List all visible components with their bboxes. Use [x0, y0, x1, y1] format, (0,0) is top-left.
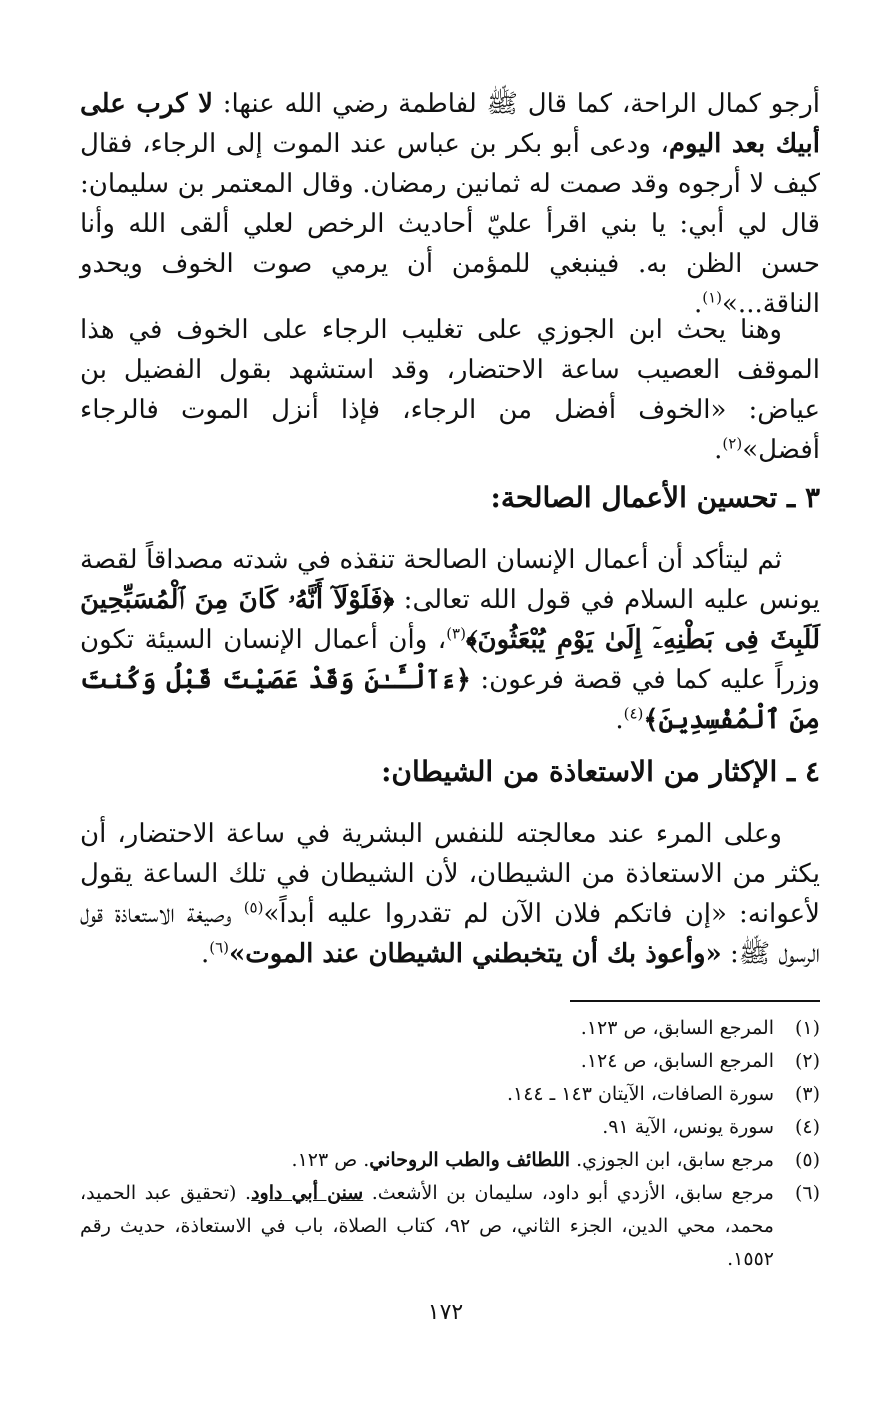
footnote-text: المرجع السابق، ص ١٢٤.: [580, 1050, 774, 1072]
quran-verse-1: ﴿فَلَوْلَآ أَنَّهُۥ كَانَ مِنَ ٱلْمُسَبِّحِينَ لَلَبِثَ فِى بَطْنِهِۦٓ إِلَىٰ يَوْمِ يُبْعَثُونَ﴾: [80, 585, 820, 655]
footnote-text: مرجع سابق، الأزدي أبو داود، سليمان بن الأشعث.: [363, 1182, 774, 1204]
footnote-4: [80, 1111, 820, 1144]
footnote-text: . (تحقيق عبد الحميد، محمد، محي الدين، الجزء الثاني، ص ٩٢، كتاب الصلاة، باب في الاستعاذة، حديث رقم ١٥٥٢.: [80, 1182, 774, 1270]
footnote-text: سورة يونس، الآية ٩١.: [602, 1116, 774, 1138]
quran-verse-2: ﴿ءَآلْـَٔـٰنَ وَقَدْ عَصَيْتَ قَبْلُ وَكُنتَ مِنَ ٱلْمُفْسِدِينَ﴾: [80, 665, 820, 735]
paragraph-1-text: أرجو كمال الراحة، كما قال ﷺ لفاطمة رضي الله عنها: لا كرب على أبيك بعد اليوم، ودعى أبو بكر بن عباس عند الموت إلى الرجاء، فقال كيف لا أرجوه وقد صمت له ثمانين رمضان. وقال المعتمر بن سليمان: قال لي أبي: يا بني اقرأ عليّ أحاديث الرخص لعلي ألقى الله وأنا حسن الظن به. فينبغي للمؤمن أن يرمي صوت الخوف ويحدو الناقة...»$^{(١)}$.: [80, 89, 820, 319]
footnote-text: مرجع سابق، ابن الجوزي.: [570, 1149, 774, 1171]
footnote-text: . ص ١٢٣.: [291, 1149, 370, 1171]
footnote-text: المرجع السابق، ص ١٢٣.: [580, 1017, 774, 1039]
footnote-number: (٣): [794, 1083, 820, 1105]
paragraph-1: [80, 84, 820, 324]
paragraph-2-text: وهنا يحث ابن الجوزي على تغليب الرجاء على الخوف في هذا الموقف العصيب ساعة الاحتضار، وقد استشهد بقول الفضيل بن عياض: «الخوف أفضل من الرجاء، فإذا أنزل الموت فالرجاء أفضل»$^{(٢)}$.: [80, 315, 820, 465]
section-4: [80, 752, 820, 792]
section-3: [80, 478, 820, 518]
footnote-book-title: اللطائف والطب الروحاني: [369, 1149, 571, 1171]
paragraph-3-text: ثم ليتأكد أن أعمال الإنسان الصالحة تنقذه في شدته مصداقاً لقصة يونس عليه السلام في قول الله تعالى: ﴿فَلَوْلَآ أَنَّهُۥ كَانَ مِنَ ٱلْمُسَبِّحِينَ لَلَبِثَ فِى بَطْنِهِۦٓ إِلَىٰ يَوْمِ يُبْعَثُونَ﴾$^{(٣)}$، وأن أعمال الإنسان السيئة تكون وزراً عليه كما في قصة فرعون: ﴿ءَآلْـَٔـٰنَ وَقَدْ عَصَيْتَ قَبْلُ وَكُنتَ مِنَ ٱلْمُفْسِدِينَ﴾$^{(٤)}$.: [80, 545, 820, 735]
footnote-divider: [570, 1000, 820, 1002]
footnote-ref-6[interactable]: (٦): [209, 938, 229, 957]
footnote-number: (٦): [794, 1182, 820, 1204]
section-heading-3: ٣ ـ تحسين الأعمال الصالحة:: [490, 481, 820, 514]
bold-hadith: «وأعوذ بك أن يتخبطني الشيطان عند الموت»: [229, 939, 722, 969]
footnote-number: (٤): [794, 1116, 820, 1138]
paragraph-4-text: وعلى المرء عند معالجته للنفس البشرية في ساعة الاحتضار، أن يكثر من الاستعاذة من الشيطان، لأن الشيطان في تلك الساعة يقول لأعوانه: «إن فاتكم فلان الآن لم تقدروا عليه أبداً»$^{(٥)}$ وصيغة الاستعاذة قول الرسول ﷺ: «وأعوذ بك أن يتخبطني الشيطان عند الموت»$^{(٦)}$.: [80, 819, 820, 969]
footnote-text: سورة الصافات، الآيتان ١٤٣ ـ ١٤٤.: [506, 1083, 774, 1105]
footnote-6: [80, 1177, 820, 1276]
footnote-number: (٥): [794, 1149, 820, 1171]
footnote-2: [80, 1045, 820, 1078]
footnote-number: (٢): [794, 1050, 820, 1072]
footnote-ref-3[interactable]: (٣): [446, 624, 466, 643]
footnote-ref-2[interactable]: (٢): [722, 434, 743, 453]
paragraph-3: [80, 540, 820, 740]
bold-quote: لا كرب على أبيك بعد اليوم: [80, 89, 820, 159]
paragraph-4: [80, 814, 820, 974]
footnotes: [80, 1012, 820, 1276]
footnote-ref-4[interactable]: (٤): [623, 704, 644, 723]
footnote-5: [80, 1144, 820, 1177]
paragraph-2: [80, 310, 820, 470]
footnote-3: [80, 1078, 820, 1111]
footnote-ref-1[interactable]: (١): [702, 288, 723, 307]
footnote-ref-5[interactable]: (٥): [243, 898, 264, 917]
footnote-number: (١): [794, 1017, 820, 1039]
section-heading-4: ٤ ـ الإكثار من الاستعاذة من الشيطان:: [381, 755, 820, 788]
page-number: ١٧٢: [427, 1300, 464, 1325]
footnote-1: [80, 1012, 820, 1045]
footnote-book-title: سنن أبي داود: [251, 1182, 364, 1204]
